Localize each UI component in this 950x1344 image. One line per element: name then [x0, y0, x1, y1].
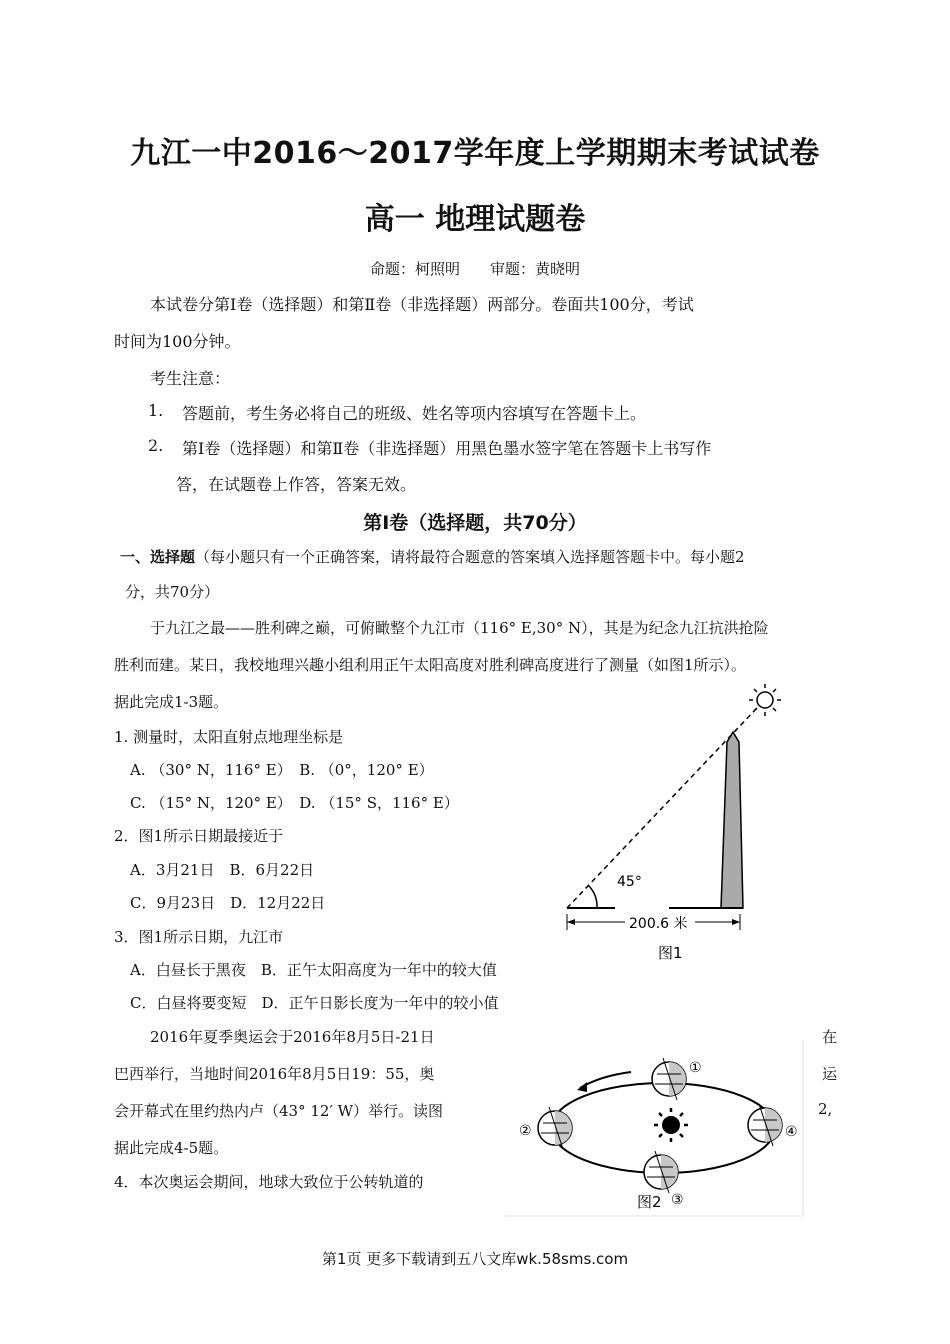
question-3-options-cd: C．白昼将要变短 D．正午日影长度为一年中的较小值 [130, 994, 499, 1012]
figure-2-caption: 图2 [637, 1193, 662, 1211]
passage2-line-2-end: 运 [822, 1065, 838, 1083]
sun-icon [654, 1108, 688, 1142]
figure-1 [545, 680, 795, 970]
earth-position-1 [652, 1058, 702, 1100]
question-3: 3．图1所示日期，九江市 [114, 928, 284, 946]
exam-title: 九江一中2016～2017学年度上学期期末考试试卷 [130, 136, 820, 171]
question-1-options-cd: C. （15° N，120° E） D. （15° S，116° E） [130, 794, 459, 812]
intro-line-1: 本试卷分第Ⅰ卷（选择题）和第Ⅱ卷（非选择题）两部分。卷面共100分，考试 [150, 295, 694, 314]
angle-arc [589, 886, 597, 908]
distance-label: 200.6 米 [629, 916, 688, 932]
notice-2-text-a: 第Ⅰ卷（选择题）和第Ⅱ卷（非选择题）用黑色墨水签字笔在答题卡上书写作 [182, 439, 712, 458]
svg-text:②: ② [519, 1123, 532, 1139]
notice-2-text-b: 答，在试题卷上作答，答案无效。 [176, 475, 417, 494]
passage2-line-1-end: 在 [822, 1028, 838, 1046]
passage1-line-3: 据此完成1-3题。 [114, 693, 229, 711]
section-heading [120, 546, 745, 567]
angle-label: 45° [617, 874, 642, 890]
figure-1-caption: 图1 [658, 944, 683, 962]
passage1-line-2: 胜利而建。某日，我校地理兴趣小组利用正午太阳高度对胜利碑高度进行了测量（如图1所示）。 [114, 656, 747, 674]
section-heading-bold: 一、选择题 [120, 548, 196, 566]
monument-shape [721, 732, 743, 908]
passage2-line-2: 巴西举行，当地时间2016年8月5日19：55，奥 [114, 1065, 435, 1083]
authors-line: 命题：柯照明 审题：黄晓明 [369, 260, 580, 278]
svg-text:④: ④ [785, 1124, 798, 1140]
section-heading-rest: （每小题只有一个正确答案，请将最符合题意的答案填入选择题答题卡中。每小题2 [195, 548, 745, 566]
question-1-options-ab: A. （30° N，116° E） B. （0°，120° E） [130, 761, 434, 779]
svg-text:①: ① [689, 1060, 702, 1076]
question-2-options-cd: C．9月23日 D．12月22日 [130, 894, 326, 912]
notice-1-text: 答题前，考生务必将自己的班级、姓名等项内容填写在答题卡上。 [182, 404, 647, 423]
svg-text:③: ③ [671, 1192, 684, 1208]
exam-subtitle: 高一 地理试题卷 [364, 202, 586, 237]
passage2-line-3: 会开幕式在里约热内卢（43° 12′ W）举行。读图 [114, 1102, 444, 1120]
question-2: 2．图1所示日期最接近于 [114, 827, 284, 845]
page-footer: 第1页 更多下载请到五八文库wk.58sms.com [321, 1250, 629, 1268]
passage2-line-1: 2016年夏季奥运会于2016年8月5日-21日 [150, 1028, 435, 1046]
notice-title: 考生注意： [150, 369, 231, 388]
section-title: 第Ⅰ卷（选择题，共70分） [363, 512, 587, 534]
question-4: 4．本次奥运会期间，地球大致位于公转轨道的 [114, 1173, 424, 1191]
section-heading-line-2: 分，共70分） [125, 583, 220, 601]
earth-position-2 [519, 1107, 572, 1149]
notice-2-number: 2. [148, 436, 164, 455]
passage2-line-3-end: 2, [818, 1100, 833, 1118]
figure-2 [505, 1040, 805, 1220]
question-2-options-ab: A．3月21日 B．6月22日 [130, 861, 315, 879]
passage2-line-4: 据此完成4-5题。 [114, 1139, 229, 1157]
question-1: 1. 测量时，太阳直射点地理坐标是 [114, 728, 344, 746]
intro-line-2: 时间为100分钟。 [114, 332, 241, 351]
question-3-options-ab: A．白昼长于黑夜 B．正午太阳高度为一年中的较大值 [130, 961, 497, 979]
notice-1-number: 1. [148, 401, 164, 420]
passage1-line-1: 于九江之最——胜利碑之巅，可俯瞰整个九江市（116° E,30° N），其是为纪念九江抗洪抢险 [150, 619, 769, 637]
earth-position-4 [748, 1104, 798, 1146]
